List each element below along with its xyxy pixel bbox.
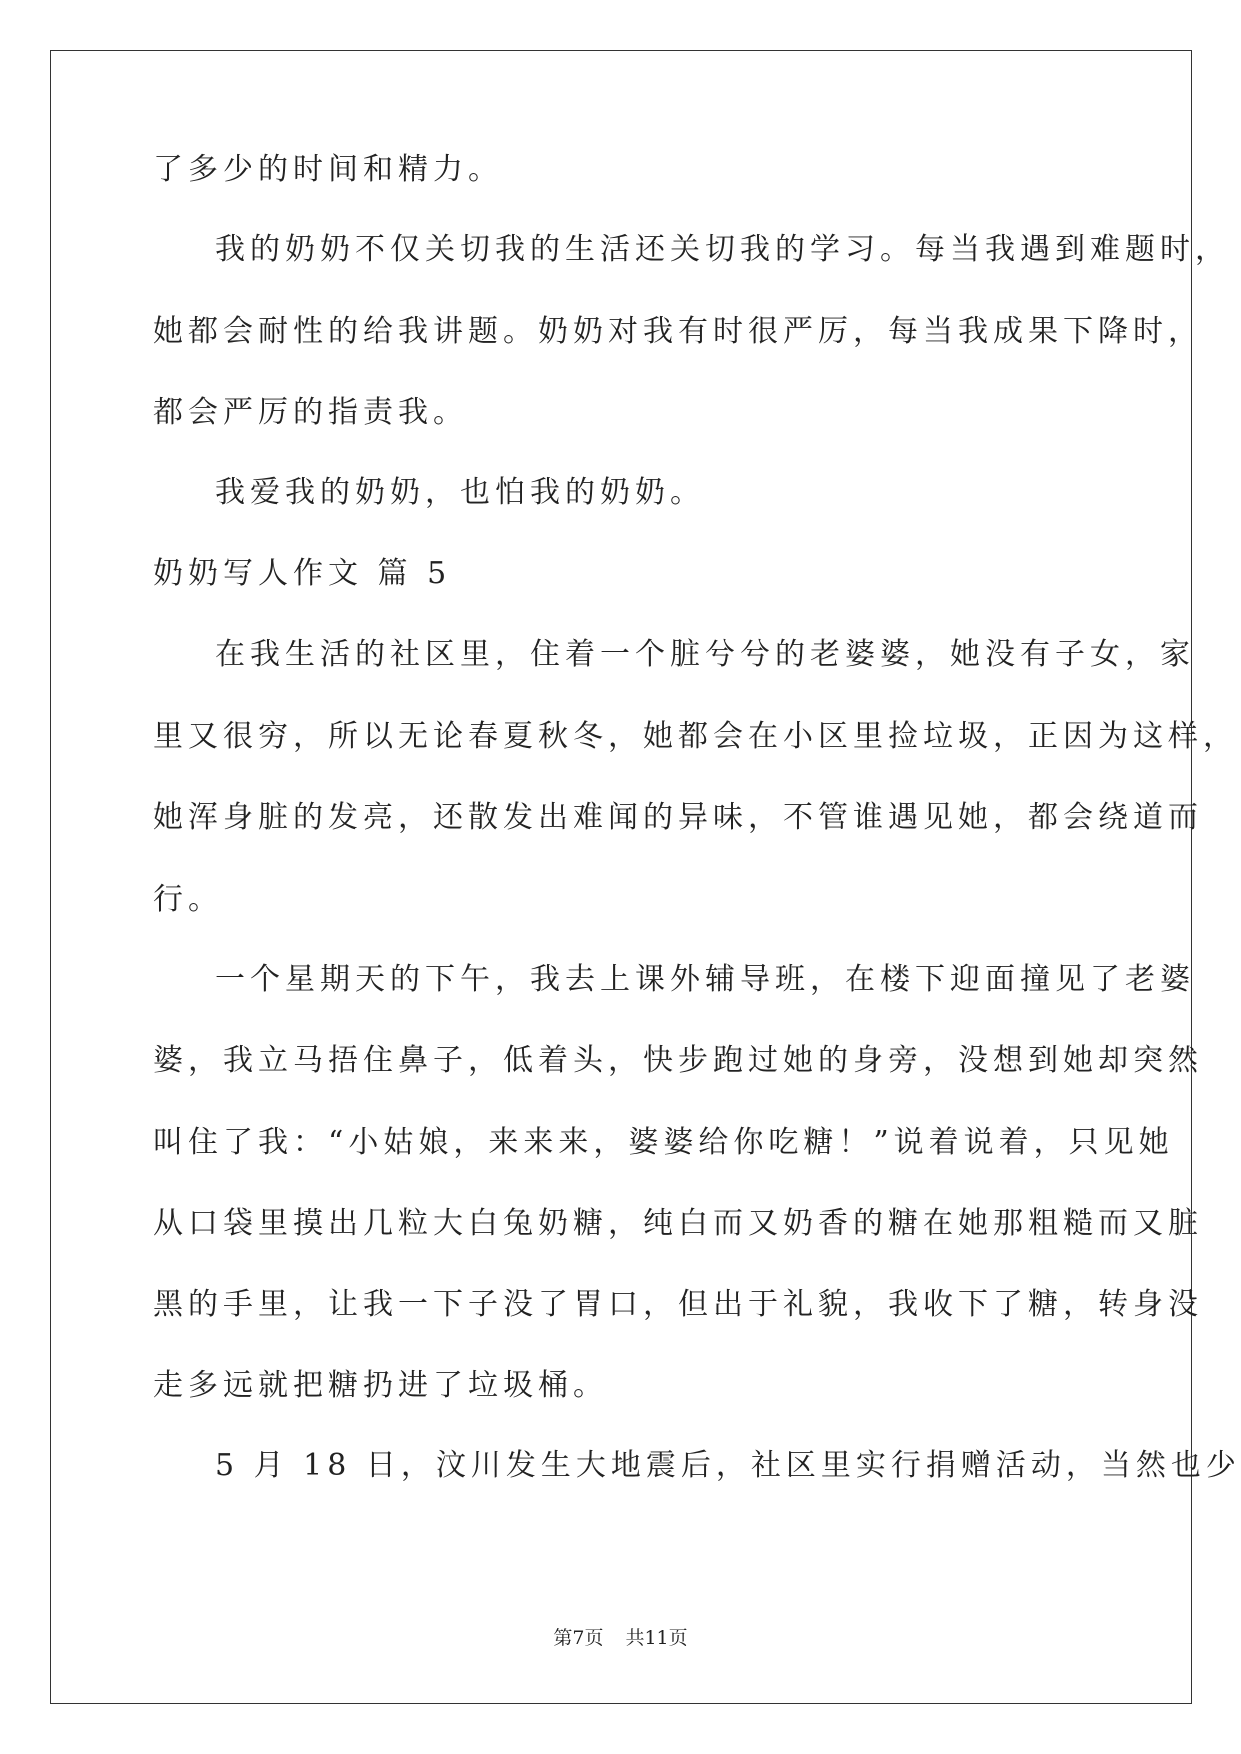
text-line: 5 月 18 日，汶川发生大地震后，社区里实行捐赠活动，当然也少 (215, 1448, 1241, 1483)
text-line: 婆，我立马捂住鼻子，低着头，快步跑过她的身旁，没想到她却突然 (153, 1043, 1203, 1078)
text-line: 她浑身脏的发亮，还散发出难闻的异味，不管谁遇见她，都会绕道而 (153, 800, 1203, 835)
text-line: 行。 (153, 882, 223, 917)
text-line: 走多远就把糖扔进了垃圾桶。 (153, 1368, 608, 1403)
page-total: 共11页 (625, 1627, 688, 1649)
text-line: 一个星期天的下午，我去上课外辅导班，在楼下迎面撞见了老婆 (215, 962, 1195, 997)
text-line: 叫住了我：“小姑娘，来来来，婆婆给你吃糖！”说着说着，只见她 (153, 1125, 1174, 1160)
text-line: 从口袋里摸出几粒大白兔奶糖，纯白而又奶香的糖在她那粗糙而又脏 (153, 1206, 1203, 1241)
text-line: 我爱我的奶奶，也怕我的奶奶。 (215, 475, 705, 510)
text-line: 里又很穷，所以无论春夏秋冬，她都会在小区里捡垃圾，正因为这样， (153, 719, 1238, 754)
text-line: 她都会耐性的给我讲题。奶奶对我有时很严厉，每当我成果下降时， (153, 314, 1203, 349)
text-line: 黑的手里，让我一下子没了胃口，但出于礼貌，我收下了糖，转身没 (153, 1287, 1203, 1322)
section-heading: 奶奶写人作文 篇 5 (153, 556, 452, 591)
text-line: 在我生活的社区里，住着一个脏兮兮的老婆婆，她没有子女，家 (215, 637, 1195, 672)
page-number: 第7页 (553, 1627, 604, 1649)
page-footer (0, 1626, 1241, 1650)
text-line: 都会严厉的指责我。 (153, 395, 468, 430)
text-line: 我的奶奶不仅关切我的生活还关切我的学习。每当我遇到难题时， (215, 232, 1230, 267)
text-line: 了多少的时间和精力。 (153, 152, 503, 187)
